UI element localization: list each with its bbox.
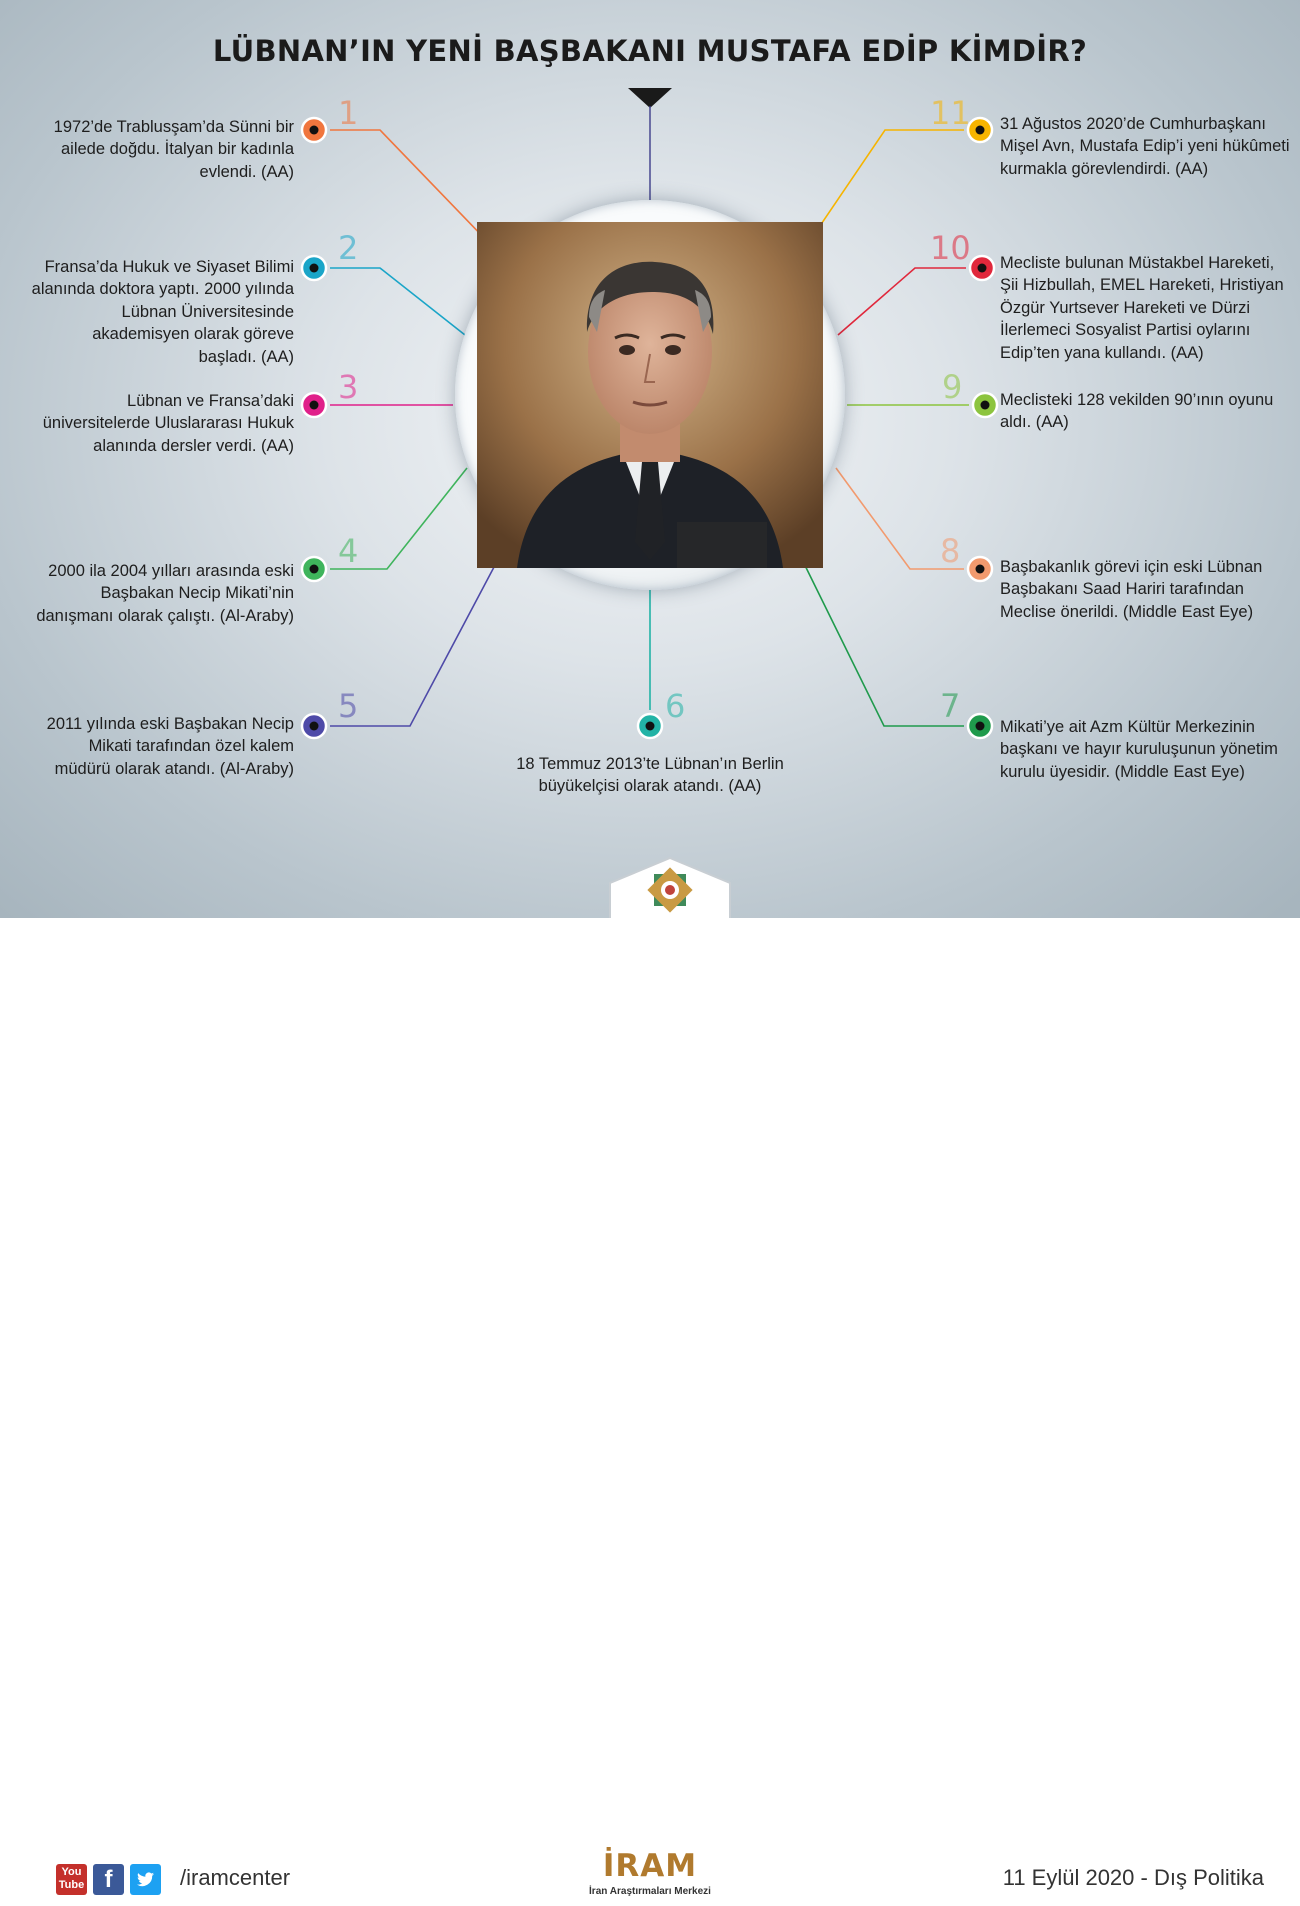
item-number-11: 11 [930, 94, 971, 132]
item-marker-center-8 [976, 565, 985, 574]
publication-date: 11 Eylül 2020 - Dış Politika [1002, 1865, 1264, 1890]
top-pointer [628, 88, 672, 108]
item-text-7: Mikati’ye ait Azm Kültür Merkezinin başkanı ve hayır kuruluşunun yönetim kurulu üyesidir. (Middle East Eye) [1000, 718, 1278, 781]
item-marker-center-6 [646, 722, 655, 731]
item-number-6: 6 [665, 687, 686, 725]
item-marker-center-4 [310, 565, 319, 574]
item-marker-center-10 [978, 264, 987, 273]
item-number-3: 3 [338, 368, 359, 406]
item-number-4: 4 [338, 532, 359, 570]
item-marker-center-2 [310, 264, 319, 273]
item-number-8: 8 [940, 532, 961, 570]
item-number-5: 5 [338, 687, 359, 725]
item-number-9: 9 [942, 368, 963, 406]
item-text-10: Mecliste bulunan Müstakbel Hareketi, Şii Hizbullah, EMEL Hareketi, Hristiyan Özgür Yurtsever Hareketi ve Dürzi İlerlemeci Sosyalist Partisi oylarını Edip’ten yana kullandı. (AA) [1000, 254, 1284, 362]
item-text-2: Fransa’da Hukuk ve Siyaset Bilimi alanında doktora yaptı. 2000 yılında Lübnan Üniversitesinde akademisyen olarak göreve başladı. (AA) [31, 258, 294, 366]
item-marker-center-11 [976, 126, 985, 135]
item-text-11: 31 Ağustos 2020’de Cumhurbaşkanı Mişel Avn, Mustafa Edip’i yeni hükûmeti kurmakla görevlendirdi. (AA) [1000, 115, 1290, 178]
item-text-9: Meclisteki 128 vekilden 90’ının oyunu aldı. (AA) [1000, 391, 1274, 432]
iram-logo-text: İRAM [602, 1848, 698, 1884]
youtube-icon[interactable]: You Tube [56, 1864, 87, 1895]
item-number-2: 2 [338, 229, 359, 267]
item-marker-center-1 [310, 126, 319, 135]
portrait-photo [477, 222, 823, 568]
social-handle: /iramcenter [180, 1865, 291, 1890]
item-number-7: 7 [940, 687, 961, 725]
item-marker-center-9 [981, 401, 990, 410]
item-text-8: Başbakanlık görevi için eski Lübnan Başbakanı Saad Hariri tarafından Meclise önerildi. (Middle East Eye) [1000, 558, 1263, 621]
item-text-4: 2000 ila 2004 yılları arasında eski Başbakan Necip Mikati’nin danışmanı olarak çalıştı. (Al-Araby) [36, 562, 294, 625]
item-marker-center-7 [976, 722, 985, 731]
twitter-icon[interactable] [130, 1864, 161, 1895]
facebook-icon[interactable]: f [93, 1864, 124, 1895]
item-text-3: Lübnan ve Fransa’daki üniversitelerde Uluslararası Hukuk alanında dersler verdi. (AA) [42, 392, 294, 455]
portrait-frame [455, 200, 845, 590]
item-text-1: 1972’de Trablusşam’da Sünni bir ailede doğdu. İtalyan bir kadınla evlendi. (AA) [53, 118, 294, 181]
twitter-bird-glyph [130, 1864, 161, 1895]
iram-logo-emblem [550, 848, 790, 908]
item-number-1: 1 [338, 94, 359, 132]
item-text-6: 18 Temmuz 2013’te Lübnan’ın Berlin büyükelçisi olarak atandı. (AA) [516, 755, 784, 796]
item-number-10: 10 [930, 229, 971, 267]
portrait-illustration [477, 222, 823, 568]
connector-line-10 [838, 268, 966, 335]
item-marker-center-5 [310, 722, 319, 731]
connector-line-2 [330, 268, 465, 335]
footer [0, 918, 1300, 1897]
item-marker-center-3 [310, 401, 319, 410]
iram-logo-subtitle: İran Araştırmaları Merkezi [589, 1886, 711, 1897]
infographic-title: LÜBNAN’IN YENİ BAŞBAKANI MUSTAFA EDİP KİMDİR? [212, 34, 1088, 68]
item-text-5: 2011 yılında eski Başbakan Necip Mikati tarafından özel kalem müdürü olarak atandı. (Al-Araby) [46, 715, 294, 778]
